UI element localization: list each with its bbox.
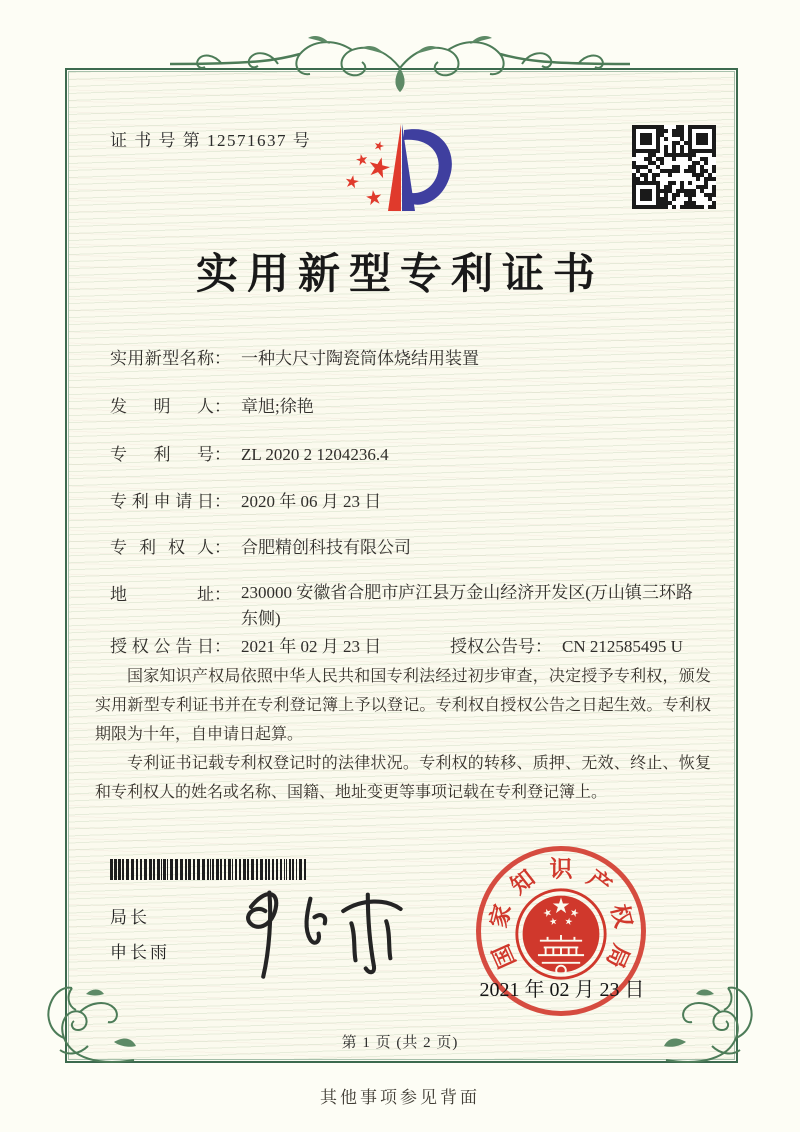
issuer-title: 局长 (110, 908, 150, 927)
issuer-name: 申长雨 (110, 943, 170, 962)
official-seal: 国 家 知 识 产 权 局 (476, 846, 646, 1016)
field-row-patentee (110, 533, 411, 558)
field-label: 专利号 (110, 445, 214, 464)
legal-text-block (95, 662, 711, 807)
field-value: 章旭;徐艳 (241, 397, 314, 416)
field-value: 2021 年 02 月 23 日 (241, 637, 382, 656)
legal-paragraph: 国家知识产权局依照中华人民共和国专利法经过初步审查，决定授予专利权，颁发实用新型专利证书并在专利登记簿上予以登记。专利权自授权公告之日起生效。专利权期限为十年，自申请日起算。 (95, 668, 711, 743)
field-row-filing-date (110, 487, 381, 512)
field-colon: ： (214, 445, 231, 464)
field-colon: ： (214, 349, 231, 368)
field-label: 实用新型名称 (110, 349, 214, 368)
signature (212, 876, 417, 984)
field-label: 专利申请日 (110, 492, 214, 511)
field-colon: ： (214, 397, 231, 416)
field-value: 一种大尺寸陶瓷筒体烧结用装置 (241, 349, 479, 368)
field-label: 专利权人 (110, 538, 214, 557)
field-value: CN 212585495 U (562, 637, 683, 656)
legal-paragraph: 专利证书记载专利权登记时的法律状况。专利权的转移、质押、无效、终止、恢复和专利权人的姓名或名称、国籍、地址变更等事项记载在专利登记簿上。 (95, 755, 711, 801)
back-note: 其他事项参见背面 (320, 1088, 480, 1107)
field-value: 2020 年 06 月 23 日 (241, 492, 382, 511)
cnipa-logo-icon (338, 110, 470, 222)
field-colon: ： (214, 637, 231, 656)
field-value: ZL 2020 2 1204236.4 (241, 445, 389, 464)
field-label: 发明人 (110, 397, 214, 416)
field-row-name (110, 344, 479, 369)
field-label: 授权公告日 (110, 637, 214, 656)
field-row-address (110, 580, 696, 632)
bottom-left-flourish-ornament (28, 980, 138, 1072)
top-flourish-ornament (170, 20, 630, 96)
certificate-title: 实用新型专利证书 (195, 252, 604, 298)
seal-date: 2021 年 02 月 23 日 (479, 979, 645, 1001)
field-pair-grant-number (450, 632, 683, 657)
certificate-number: 证 书 号 第 12571637 号 (110, 131, 312, 150)
field-value: 合肥精创科技有限公司 (241, 538, 411, 557)
field-label: 授权公告号 (450, 637, 535, 656)
page-indicator: 第 1 页 (共 2 页) (341, 1035, 459, 1051)
field-row-patent-no (110, 440, 389, 465)
field-row-inventor (110, 392, 314, 417)
field-colon: ： (214, 538, 231, 557)
field-colon: ： (535, 637, 552, 656)
field-label: 地址 (110, 585, 214, 604)
bottom-right-flourish-ornament (662, 980, 772, 1072)
field-row-grant (110, 632, 683, 657)
field-colon: ： (214, 585, 231, 604)
field-value: 230000 安徽省合肥市庐江县万金山经济开发区(万山镇三环路东侧) (241, 583, 693, 628)
field-colon: ： (214, 492, 231, 511)
national-emblem-icon (513, 881, 609, 987)
qr-code (632, 125, 716, 209)
